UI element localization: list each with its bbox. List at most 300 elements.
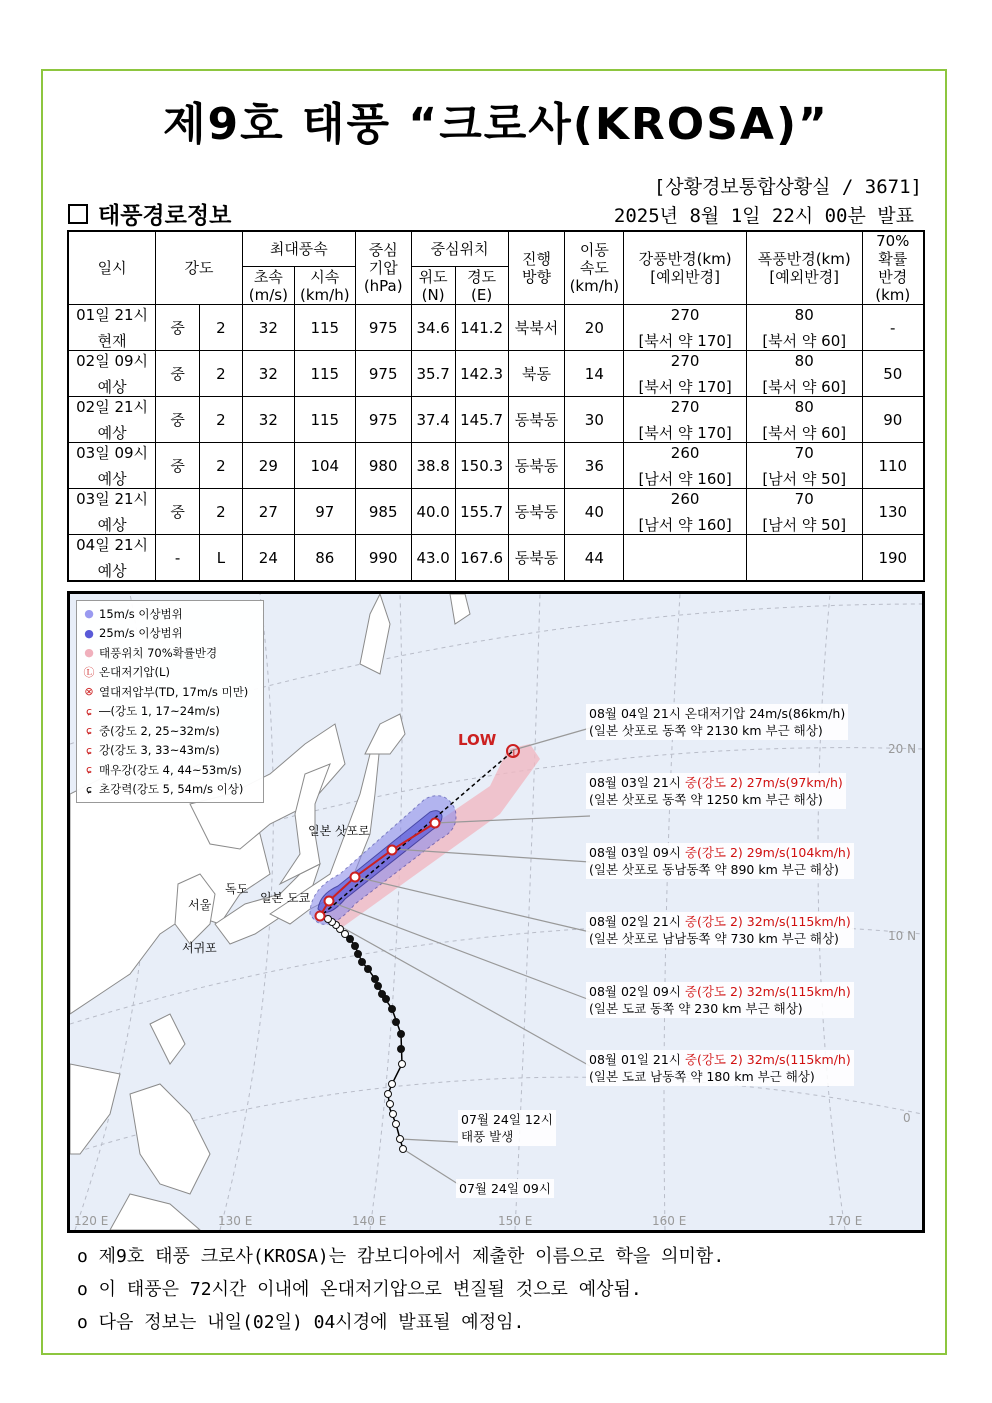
- cell-pressure: [355, 397, 411, 443]
- forecast-label-0: [586, 704, 848, 740]
- forecast-label-4-grade: 중(강도 2) 32m/s(115km/h): [684, 984, 851, 999]
- lat-value: 40.0: [416, 502, 450, 521]
- header-speed: [565, 231, 624, 305]
- connector-3: [356, 877, 590, 932]
- cell-speed: [565, 489, 624, 535]
- grade-value: 중: [170, 410, 185, 429]
- header-strength: 강도: [156, 231, 243, 305]
- legend-label-7: 강(강도 3, 33~43m/s): [99, 743, 220, 758]
- cell-direction: [508, 489, 565, 535]
- hpa-value: 975: [368, 364, 398, 383]
- lat-tick-0: 0: [903, 1111, 911, 1125]
- gale-radius-value: 80: [794, 397, 814, 416]
- legend-label-9: 초강력(강도 5, 54m/s 이상): [99, 782, 244, 797]
- ms-value: 24: [258, 548, 278, 567]
- cell-pressure: [355, 535, 411, 582]
- cell-grade: [156, 305, 200, 351]
- cell-lon: [455, 305, 508, 351]
- row-status: 예상: [97, 515, 127, 534]
- typhoon-grade-5-icon: ɕ: [85, 782, 93, 796]
- td-icon: ⊗: [84, 685, 94, 699]
- section-title: 태풍경로정보: [98, 203, 232, 229]
- row-status: 예상: [97, 469, 127, 488]
- typhoon-grade-4-icon: ɕ: [85, 763, 93, 777]
- header-storm-radius-line1: 강풍반경(km): [638, 250, 732, 268]
- low-marker-letter: L: [512, 749, 518, 759]
- forecast-label-5-time: 08월 01일 21시: [589, 1052, 685, 1067]
- prob-value: 130: [878, 502, 908, 521]
- row-status: 예상: [97, 561, 127, 580]
- cell-prob-radius: [862, 443, 924, 489]
- past-track-point: [375, 983, 382, 990]
- level-value: 2: [216, 410, 226, 429]
- map-legend: [76, 600, 264, 803]
- row-status: 현재: [97, 331, 127, 350]
- kmh-value: 104: [310, 456, 340, 475]
- connector-0: [510, 728, 590, 751]
- past-track-point: [379, 991, 386, 998]
- legend-label-3: 온대저기압(L): [99, 665, 170, 680]
- level-value: 2: [216, 456, 226, 475]
- header-gale-radius-line2: [예외반경]: [769, 268, 840, 286]
- typhoon-grade-1-icon: ɕ: [85, 704, 93, 718]
- header-prob-line1: 70%: [876, 232, 910, 250]
- notes: [77, 1240, 724, 1339]
- meridian-140: [370, 594, 402, 1230]
- grade-value: 중: [170, 318, 185, 337]
- cell-wind-ms: [242, 489, 294, 535]
- forecast-label-1-location: (일본 삿포로 동쪽 약 1250 km 부근 해상): [589, 792, 823, 807]
- lon-tick-150: 150 E: [498, 1214, 533, 1228]
- spd-value: 44: [584, 548, 604, 567]
- past-points: [325, 916, 407, 1153]
- past-track-point: [385, 1091, 392, 1098]
- header-speed-line1: 이동: [579, 241, 609, 259]
- cell-direction: [508, 397, 565, 443]
- legend-item-2: [82, 643, 258, 663]
- storm-radius-value: 260: [670, 443, 700, 462]
- row-time: 03일 09시: [76, 443, 149, 462]
- cell-gale-radius: [746, 397, 862, 443]
- cell-level: [200, 397, 243, 443]
- header-speed-line2: 속도: [579, 259, 609, 277]
- forecast-track-point: [351, 873, 360, 882]
- lon-value: 141.2: [460, 318, 504, 337]
- dir-value: 동북동: [514, 456, 559, 475]
- cell-speed: [565, 397, 624, 443]
- forecast-label-2: [586, 843, 854, 879]
- kmh-value: 115: [310, 410, 340, 429]
- table-row: [68, 305, 924, 351]
- cell-time: [68, 489, 156, 535]
- forecast-label-4-location: (일본 도쿄 동쪽 약 230 km 부근 해상): [589, 1001, 803, 1016]
- cell-lat: [411, 305, 455, 351]
- lat-value: 37.4: [416, 410, 450, 429]
- lat-tick-10: 10 N: [888, 929, 917, 943]
- legend-label-4: 열대저압부(TD, 17m/s 미만): [99, 684, 249, 699]
- header-wind-ms-unit: (m/s): [248, 285, 288, 304]
- genesis-label-time: 07월 24일 12시: [461, 1112, 553, 1127]
- forecast-label-5-line1: [589, 1051, 851, 1068]
- header-speed-unit: (km/h): [569, 277, 620, 295]
- page-title: 제9호 태풍 “크로사(KROSA)”: [163, 99, 829, 150]
- lat-value: 35.7: [416, 364, 450, 383]
- kmh-value: 97: [315, 502, 335, 521]
- legend-item-4: [82, 682, 258, 702]
- land-kamchatka: [450, 594, 470, 624]
- level-value: 2: [216, 502, 226, 521]
- past-track-point: [372, 976, 379, 983]
- grade-value: 중: [170, 364, 185, 383]
- storm-radius-value: 260: [670, 489, 700, 508]
- header-max-wind: 최대풍속: [242, 231, 355, 267]
- land-philippines: [130, 1084, 210, 1194]
- cell-level: [200, 535, 243, 582]
- past-track-point: [398, 1046, 405, 1053]
- cell-level: [200, 489, 243, 535]
- header-wind-kmh-label: 시속: [310, 267, 340, 286]
- lon-tick-170: 170 E: [828, 1214, 863, 1228]
- lat-tick-20: 20 N: [888, 742, 917, 756]
- cell-storm-radius: [624, 351, 747, 397]
- level-value: L: [216, 548, 226, 567]
- spd-value: 30: [584, 410, 604, 429]
- legend-item-5: [82, 702, 258, 722]
- dir-value: 북동: [521, 364, 551, 383]
- storm-radius-value: 270: [670, 351, 700, 370]
- land-indochina: [70, 1064, 120, 1154]
- dot-icon: ●: [84, 646, 94, 660]
- cell-direction: [508, 351, 565, 397]
- connector-5: [322, 916, 590, 1066]
- header-wind-ms: [242, 267, 294, 305]
- cell-lon: [455, 489, 508, 535]
- row-status: 예상: [97, 377, 127, 396]
- cell-time: [68, 535, 156, 582]
- header-time: 일시: [68, 231, 156, 305]
- place-dokdo: 독도: [225, 882, 249, 896]
- cell-prob-radius: [862, 535, 924, 582]
- lat-value: 38.8: [416, 456, 450, 475]
- ms-value: 27: [258, 502, 278, 521]
- forecast-label-2-line1: [589, 844, 851, 861]
- header-lon: [455, 267, 508, 305]
- cell-pressure: [355, 305, 411, 351]
- legend-item-6: [82, 721, 258, 741]
- header-direction: [508, 231, 565, 305]
- cell-grade: [156, 351, 200, 397]
- spd-value: 40: [584, 502, 604, 521]
- forecast-track-point: [325, 897, 334, 906]
- gale-radius-value: 80: [794, 351, 814, 370]
- ms-value: 32: [258, 410, 278, 429]
- past-track-point: [398, 1031, 405, 1038]
- forecast-label-2-grade: 중(강도 2) 29m/s(104km/h): [684, 845, 851, 860]
- typhoon-track-map: [67, 591, 925, 1233]
- note-2: o 다음 정보는 내일(02일) 04시경에 발표될 예정임.: [77, 1312, 525, 1333]
- cell-direction: [508, 443, 565, 489]
- cell-lon: [455, 351, 508, 397]
- cell-level: [200, 443, 243, 489]
- table-row: [68, 351, 924, 397]
- cell-time: [68, 443, 156, 489]
- lon-value: 155.7: [460, 502, 504, 521]
- forecast-label-3: [586, 912, 854, 948]
- spd-value: 36: [584, 456, 604, 475]
- connector-genesis: [400, 1139, 458, 1142]
- cell-level: [200, 305, 243, 351]
- gale-radius-exception: [북서 약 60]: [762, 331, 847, 350]
- source-office: [상황경보통합상황실 / 3671]: [653, 176, 922, 198]
- note-1: o 이 태풍은 72시간 이내에 온대저기압으로 변질될 것으로 예상됨.: [77, 1279, 642, 1300]
- past-track-point: [393, 1019, 400, 1026]
- checkbox-icon: [68, 204, 88, 224]
- header-lat-label: 위도: [418, 267, 448, 286]
- cell-gale-radius: [746, 489, 862, 535]
- gale-radius-value: 70: [794, 443, 814, 462]
- header-pressure: [355, 231, 411, 305]
- spd-value: 14: [584, 364, 604, 383]
- header-lon-unit: (E): [471, 285, 493, 304]
- prob-value: 190: [878, 548, 908, 567]
- ms-value: 32: [258, 318, 278, 337]
- gale-radius-value: 70: [794, 489, 814, 508]
- legend-label-6: 중(강도 2, 25~32m/s): [99, 723, 220, 738]
- dot-icon: ●: [84, 626, 94, 640]
- cell-storm-radius: [624, 535, 747, 582]
- past-track-point: [399, 1061, 406, 1068]
- cell-storm-radius: [624, 397, 747, 443]
- cell-storm-radius: [624, 305, 747, 351]
- lon-tick-160: 160 E: [652, 1214, 687, 1228]
- cell-wind-ms: [242, 397, 294, 443]
- header-direction-line1: 진행: [521, 250, 551, 268]
- cell-pressure: [355, 351, 411, 397]
- dir-value: 동북동: [514, 548, 559, 567]
- header-prob-radius: [862, 231, 924, 305]
- cell-wind-ms: [242, 535, 294, 582]
- forecast-track-point: [316, 912, 325, 921]
- hpa-value: 975: [368, 318, 398, 337]
- dir-value: 동북동: [514, 502, 559, 521]
- past-track-point: [389, 1006, 396, 1013]
- cell-wind-kmh: [294, 397, 355, 443]
- lon-value: 145.7: [460, 410, 504, 429]
- cell-prob-radius: [862, 305, 924, 351]
- ms-value: 32: [258, 364, 278, 383]
- storm-radius-exception: [남서 약 160]: [638, 515, 732, 534]
- row-time: 02일 09시: [76, 351, 149, 370]
- lon-value: 142.3: [460, 364, 504, 383]
- hpa-value: 980: [368, 456, 398, 475]
- storm-radius-exception: [북서 약 170]: [638, 331, 732, 350]
- cell-grade: [156, 443, 200, 489]
- cell-prob-radius: [862, 397, 924, 443]
- genesis-label-text: 태풍 발생: [461, 1129, 514, 1144]
- cell-grade: [156, 397, 200, 443]
- cell-prob-radius: [862, 489, 924, 535]
- forecast-label-0-time: 08월 04일 21시 온대저기압 24m/s(86km/h): [589, 706, 846, 721]
- forecast-label-1-line1: [589, 774, 843, 791]
- cell-gale-radius: [746, 351, 862, 397]
- cell-storm-radius: [624, 443, 747, 489]
- cell-wind-kmh: [294, 305, 355, 351]
- typhoon-grade-3-icon: ɕ: [85, 743, 93, 757]
- forecast-label-2-time: 08월 03일 09시: [589, 845, 685, 860]
- cell-wind-kmh: [294, 489, 355, 535]
- land-taiwan: [150, 1014, 185, 1064]
- forecast-label-2-location: (일본 삿포로 동남동쪽 약 890 km 부근 해상): [589, 862, 839, 877]
- storm-radius-value: 270: [670, 305, 700, 324]
- cell-lat: [411, 489, 455, 535]
- past-track-point: [397, 1136, 404, 1143]
- table-row: [68, 397, 924, 443]
- cell-wind-kmh: [294, 351, 355, 397]
- level-value: 2: [216, 318, 226, 337]
- cell-prob-radius: [862, 351, 924, 397]
- lon-value: 150.3: [460, 456, 504, 475]
- past-track-point: [359, 959, 366, 966]
- land-borneo: [110, 1194, 200, 1230]
- place-seoul: 서울: [188, 898, 212, 912]
- grade-value: 중: [170, 502, 185, 521]
- gale-radius-exception: [북서 약 60]: [762, 423, 847, 442]
- cell-pressure: [355, 443, 411, 489]
- cell-pressure: [355, 489, 411, 535]
- storm-radius-value: 270: [670, 397, 700, 416]
- table-row: [68, 489, 924, 535]
- lon-tick-130: 130 E: [218, 1214, 253, 1228]
- kmh-value: 86: [315, 548, 335, 567]
- section-heading: [68, 197, 231, 230]
- forecast-label-3-location: (일본 삿포로 남남동쪽 약 730 km 부근 해상): [589, 931, 839, 946]
- forecast-track-point: [431, 819, 440, 828]
- cell-speed: [565, 305, 624, 351]
- gale-radius-value: 80: [794, 305, 814, 324]
- hpa-value: 985: [368, 502, 398, 521]
- header-prob-line2: 확률: [878, 250, 908, 268]
- hpa-value: 975: [368, 410, 398, 429]
- cell-gale-radius: [746, 305, 862, 351]
- lon-value: 167.6: [460, 548, 504, 567]
- connector-4: [331, 902, 590, 1000]
- legend-label-5: ―(강도 1, 17~24m/s): [99, 704, 220, 719]
- legend-item-9: [82, 780, 258, 800]
- header-prob-line3: 반경: [878, 268, 908, 286]
- cell-lat: [411, 535, 455, 582]
- forecast-label-3-time: 08월 02일 21시: [589, 914, 685, 929]
- header-wind-ms-label: 초속: [253, 267, 283, 286]
- lon-tick-120: 120 E: [74, 1214, 109, 1228]
- prob-value: 50: [883, 364, 903, 383]
- header-pressure-line2: 기압: [368, 259, 398, 277]
- cell-lon: [455, 397, 508, 443]
- dir-value: 북북서: [514, 318, 559, 337]
- prob-value: 110: [878, 456, 908, 475]
- forecast-label-1-grade: 중(강도 2) 27m/s(97km/h): [684, 775, 843, 790]
- legend-item-1: [82, 624, 258, 644]
- prob-value: 90: [883, 410, 903, 429]
- start-label: 07월 24일 09시: [456, 1179, 554, 1198]
- low-icon: Ⓛ: [83, 666, 95, 680]
- typhoon-info-table: [67, 230, 925, 582]
- land-hokkaido: [365, 714, 405, 754]
- spd-value: 20: [584, 318, 604, 337]
- lon-tick-140: 140 E: [352, 1214, 387, 1228]
- row-time: 03일 21시: [76, 489, 149, 508]
- row-time: 01일 21시: [76, 305, 149, 324]
- place-tokyo: 일본 도쿄: [260, 891, 311, 905]
- forecast-label-5-grade: 중(강도 2) 32m/s(115km/h): [684, 1052, 851, 1067]
- forecast-label-1-time: 08월 03일 21시: [589, 775, 685, 790]
- cell-speed: [565, 443, 624, 489]
- gale-radius-exception: [북서 약 60]: [762, 377, 847, 396]
- cell-gale-radius: [746, 535, 862, 582]
- cell-lon: [455, 535, 508, 582]
- cell-gale-radius: [746, 443, 862, 489]
- row-time: 02일 21시: [76, 397, 149, 416]
- table-row: [68, 535, 924, 582]
- cell-lat: [411, 397, 455, 443]
- past-track-point: [355, 951, 362, 958]
- dir-value: 동북동: [514, 410, 559, 429]
- prob-value: -: [890, 318, 896, 337]
- genesis-label: [458, 1110, 556, 1146]
- cell-speed: [565, 535, 624, 582]
- low-label: LOW: [458, 731, 497, 749]
- place-sapporo: 일본 삿포로: [308, 824, 370, 838]
- legend-label-8: 매우강(강도 4, 44~53m/s): [99, 762, 242, 777]
- header-storm-radius-line2: [예외반경]: [650, 268, 720, 286]
- past-track-point: [387, 1101, 394, 1108]
- forecast-label-5: [586, 1050, 854, 1086]
- storm-radius-exception: [북서 약 170]: [638, 423, 732, 442]
- connector-start: [403, 1149, 458, 1184]
- past-track-point: [325, 916, 332, 923]
- cell-time: [68, 351, 156, 397]
- cell-direction: [508, 535, 565, 582]
- cell-grade: [156, 489, 200, 535]
- header-wind-kmh: [294, 267, 355, 305]
- note-0: o 제9호 태풍 크로사(KROSA)는 캄보디아에서 제출한 이름으로 학을 의미함.: [77, 1246, 725, 1267]
- grade-value: 중: [170, 456, 185, 475]
- cell-lat: [411, 443, 455, 489]
- storm-radius-exception: [북서 약 170]: [638, 377, 732, 396]
- header-pressure-line1: 중심: [368, 241, 398, 259]
- cell-speed: [565, 351, 624, 397]
- place-seogwipo: 서귀포: [182, 941, 217, 955]
- storm-radius-exception: [남서 약 160]: [638, 469, 732, 488]
- legend-label-1: 25m/s 이상범위: [99, 626, 183, 641]
- kmh-value: 115: [310, 318, 340, 337]
- cell-time: [68, 397, 156, 443]
- hpa-value: 990: [368, 548, 398, 567]
- forecast-label-4-time: 08월 02일 09시: [589, 984, 685, 999]
- header-direction-line2: 방향: [521, 268, 551, 286]
- kmh-value: 115: [310, 364, 340, 383]
- header-lon-label: 경도: [467, 267, 497, 286]
- cell-grade: [156, 535, 200, 582]
- level-value: 2: [216, 364, 226, 383]
- forecast-label-1: [586, 773, 846, 809]
- legend-item-8: [82, 760, 258, 780]
- header-prob-unit: (km): [875, 286, 911, 304]
- header-storm-radius: [624, 231, 747, 305]
- lat-value: 43.0: [416, 548, 450, 567]
- cell-direction: [508, 305, 565, 351]
- forecast-label-0-location: (일본 삿포로 동쪽 약 2130 km 부근 해상): [589, 723, 823, 738]
- legend-label-2: 태풍위치 70%확률반경: [99, 645, 218, 660]
